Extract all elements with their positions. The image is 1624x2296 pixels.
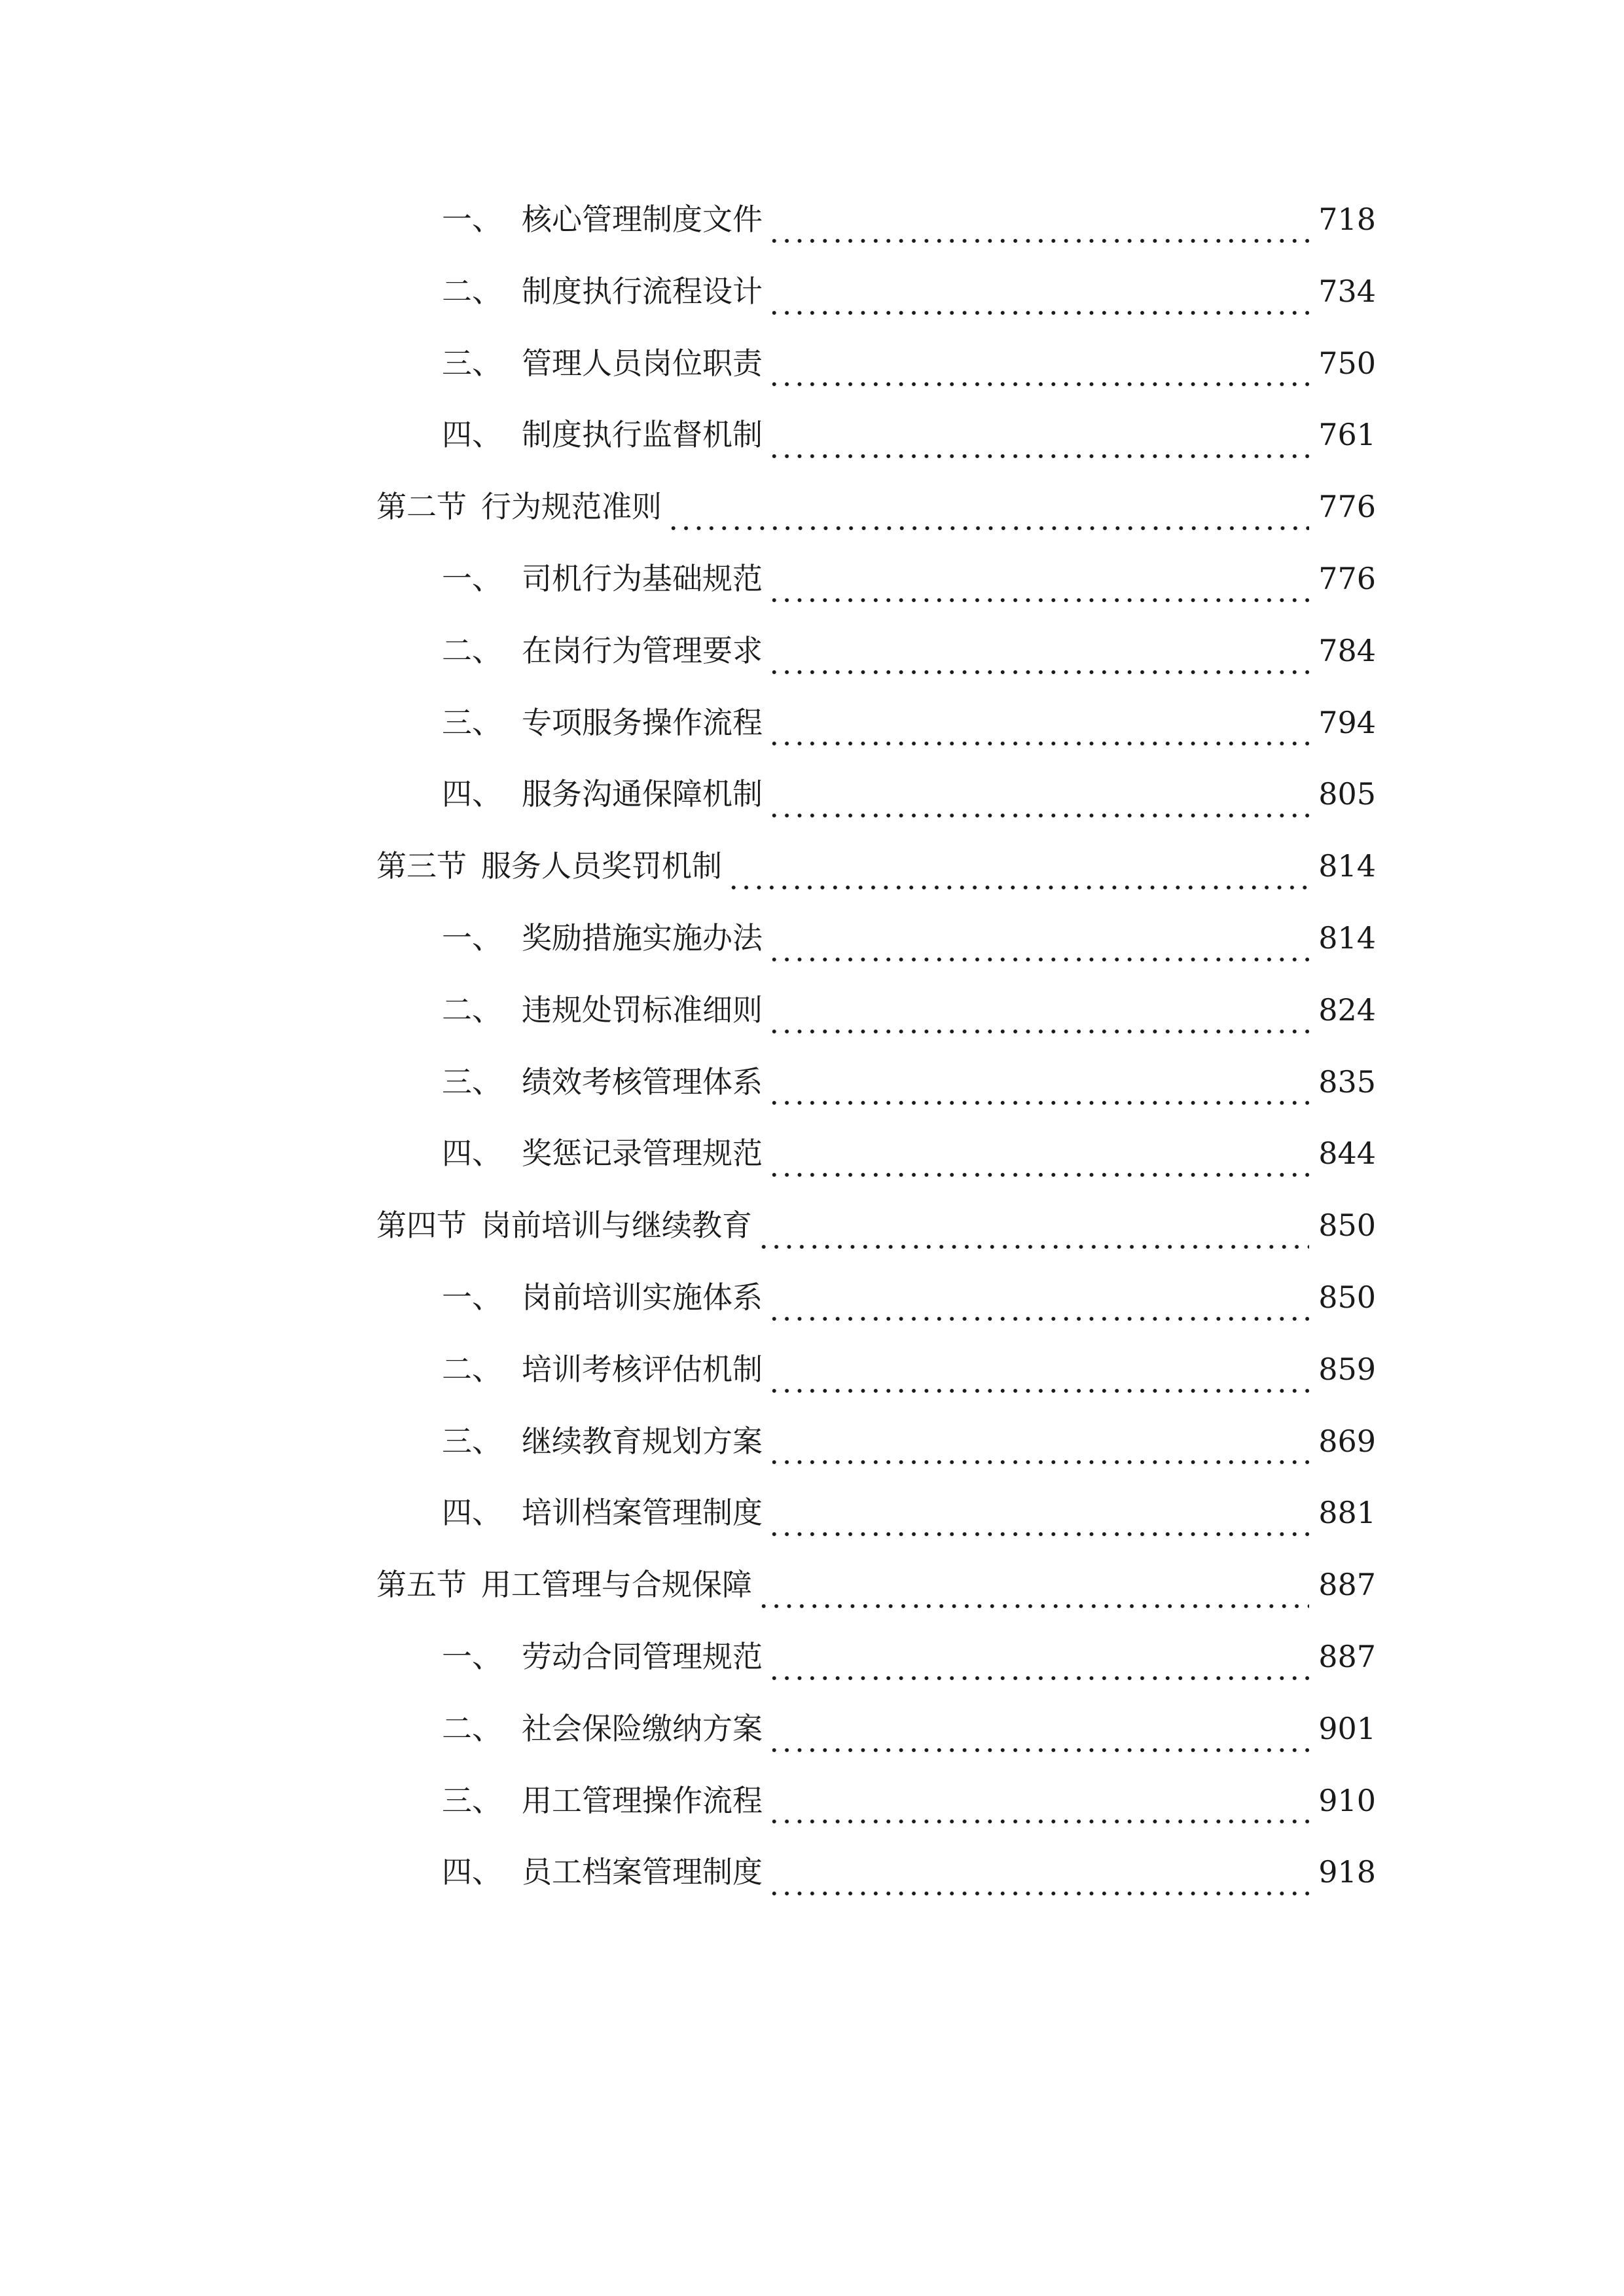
toc-page-number: 850 — [1318, 1279, 1376, 1315]
toc-entry-title: 培训考核评估机制 — [522, 1351, 763, 1387]
toc-dot-leader — [768, 1440, 1309, 1466]
toc-subsection-entry[interactable] — [376, 549, 1376, 621]
toc-page-number: 794 — [1318, 704, 1376, 740]
toc-entry-number: 四、 — [442, 1854, 502, 1890]
toc-dot-leader — [768, 721, 1309, 747]
toc-entry-title: 违规处罚标准细则 — [522, 992, 763, 1028]
toc-entry-title: 制度执行流程设计 — [522, 273, 763, 309]
toc-entry-title: 劳动合同管理规范 — [522, 1638, 763, 1674]
toc-entry-title: 司机行为基础规范 — [522, 560, 763, 596]
toc-entry-title: 用工管理与合规保障 — [481, 1567, 752, 1603]
toc-page-number: 824 — [1318, 992, 1376, 1028]
toc-entry-number: 一、 — [442, 920, 502, 956]
toc-dot-leader — [768, 578, 1309, 604]
toc-dot-leader — [768, 219, 1309, 245]
toc-page-number: 750 — [1318, 345, 1376, 381]
toc-entry-number: 三、 — [442, 345, 502, 381]
toc-dot-leader — [757, 1584, 1309, 1610]
toc-entry-title: 专项服务操作流程 — [522, 704, 763, 740]
toc-entry-number: 三、 — [442, 1064, 502, 1100]
toc-entry-title: 行为规范准则 — [481, 489, 662, 525]
toc-subsection-entry[interactable] — [376, 1268, 1376, 1340]
toc-dot-leader — [768, 1871, 1309, 1897]
toc-entry-number: 四、 — [442, 1136, 502, 1172]
toc-section-entry[interactable] — [376, 836, 1376, 908]
toc-entry-title: 服务沟通保障机制 — [522, 776, 763, 812]
toc-page-number: 859 — [1318, 1351, 1376, 1387]
toc-dot-leader — [768, 1656, 1309, 1682]
toc-subsection-entry[interactable] — [376, 190, 1376, 262]
toc-page-number: 776 — [1318, 489, 1376, 525]
toc-entry-number: 第五节 — [376, 1567, 467, 1603]
toc-entry-number: 一、 — [442, 202, 502, 237]
toc-page-number: 835 — [1318, 1064, 1376, 1100]
toc-page-number: 850 — [1318, 1208, 1376, 1244]
toc-entry-title: 培训档案管理制度 — [522, 1495, 763, 1531]
toc-dot-leader — [667, 506, 1309, 532]
toc-subsection-entry[interactable] — [376, 1699, 1376, 1771]
toc-entry-number: 四、 — [442, 1495, 502, 1531]
toc-dot-leader — [768, 937, 1309, 963]
toc-entry-title: 岗前培训实施体系 — [522, 1279, 763, 1315]
toc-page-number: 901 — [1318, 1710, 1376, 1746]
toc-section-entry[interactable] — [376, 1555, 1376, 1627]
toc-entry-title: 奖惩记录管理规范 — [522, 1136, 763, 1172]
toc-subsection-entry[interactable] — [376, 1627, 1376, 1699]
toc-subsection-entry[interactable] — [376, 764, 1376, 836]
toc-entry-title: 在岗行为管理要求 — [522, 632, 763, 668]
toc-dot-leader — [768, 362, 1309, 388]
toc-entry-number: 一、 — [442, 560, 502, 596]
toc-entry-number: 三、 — [442, 1423, 502, 1459]
toc-page-number: 887 — [1318, 1567, 1376, 1603]
toc-entry-title: 员工档案管理制度 — [522, 1854, 763, 1890]
toc-entry-title: 奖励措施实施办法 — [522, 920, 763, 956]
toc-dot-leader — [727, 865, 1309, 891]
toc-entry-number: 二、 — [442, 1351, 502, 1387]
toc-subsection-entry[interactable] — [376, 1771, 1376, 1843]
toc-entry-number: 第三节 — [376, 848, 467, 884]
toc-page-number: 761 — [1318, 417, 1376, 453]
toc-entry-number: 二、 — [442, 632, 502, 668]
toc-subsection-entry[interactable] — [376, 1340, 1376, 1412]
toc-subsection-entry[interactable] — [376, 334, 1376, 406]
toc-subsection-entry[interactable] — [376, 262, 1376, 334]
toc-dot-leader — [768, 1512, 1309, 1538]
toc-page-number: 869 — [1318, 1423, 1376, 1459]
toc-entry-title: 社会保险缴纳方案 — [522, 1710, 763, 1746]
toc-entry-title: 用工管理操作流程 — [522, 1782, 763, 1818]
toc-page-number: 734 — [1318, 273, 1376, 309]
toc-dot-leader — [768, 1728, 1309, 1754]
toc-entry-title: 绩效考核管理体系 — [522, 1064, 763, 1100]
toc-section-entry[interactable] — [376, 1196, 1376, 1268]
toc-entry-number: 四、 — [442, 417, 502, 453]
toc-dot-leader — [768, 1081, 1309, 1107]
toc-entry-title: 继续教育规划方案 — [522, 1423, 763, 1459]
toc-entry-number: 一、 — [442, 1638, 502, 1674]
toc-subsection-entry[interactable] — [376, 1483, 1376, 1555]
toc-page-number: 784 — [1318, 632, 1376, 668]
toc-dot-leader — [768, 1153, 1309, 1179]
toc-dot-leader — [768, 1799, 1309, 1825]
toc-dot-leader — [768, 1009, 1309, 1035]
toc-dot-leader — [768, 1297, 1309, 1323]
toc-dot-leader — [768, 1369, 1309, 1395]
toc-page-number: 805 — [1318, 776, 1376, 812]
table-of-contents — [376, 190, 1376, 1914]
toc-entry-title: 管理人员岗位职责 — [522, 345, 763, 381]
toc-subsection-entry[interactable] — [376, 1124, 1376, 1196]
toc-section-entry[interactable] — [376, 477, 1376, 549]
toc-page-number: 918 — [1318, 1854, 1376, 1890]
toc-subsection-entry[interactable] — [376, 1842, 1376, 1914]
toc-entry-number: 二、 — [442, 1710, 502, 1746]
toc-page-number: 776 — [1318, 560, 1376, 596]
toc-dot-leader — [768, 650, 1309, 676]
toc-subsection-entry[interactable] — [376, 908, 1376, 980]
toc-subsection-entry[interactable] — [376, 693, 1376, 765]
toc-page-number: 814 — [1318, 920, 1376, 956]
toc-entry-title: 岗前培训与继续教育 — [481, 1208, 752, 1244]
toc-entry-number: 四、 — [442, 776, 502, 812]
toc-dot-leader — [757, 1225, 1309, 1251]
toc-entry-number: 三、 — [442, 704, 502, 740]
toc-entry-title: 制度执行监督机制 — [522, 417, 763, 453]
toc-entry-number: 二、 — [442, 273, 502, 309]
toc-subsection-entry[interactable] — [376, 621, 1376, 693]
toc-page-number: 718 — [1318, 202, 1376, 237]
toc-page-number: 887 — [1318, 1638, 1376, 1674]
toc-entry-title: 服务人员奖罚机制 — [481, 848, 722, 884]
toc-entry-number: 第二节 — [376, 489, 467, 525]
toc-entry-title: 核心管理制度文件 — [522, 202, 763, 237]
toc-subsection-entry[interactable] — [376, 980, 1376, 1052]
toc-dot-leader — [768, 291, 1309, 317]
toc-entry-number: 二、 — [442, 992, 502, 1028]
toc-dot-leader — [768, 793, 1309, 819]
toc-dot-leader — [768, 434, 1309, 460]
toc-page-number: 814 — [1318, 848, 1376, 884]
toc-page-number: 910 — [1318, 1782, 1376, 1818]
toc-page-number: 844 — [1318, 1136, 1376, 1172]
toc-entry-number: 第四节 — [376, 1208, 467, 1244]
toc-subsection-entry[interactable] — [376, 1412, 1376, 1484]
toc-subsection-entry[interactable] — [376, 405, 1376, 477]
toc-entry-number: 三、 — [442, 1782, 502, 1818]
toc-entry-number: 一、 — [442, 1279, 502, 1315]
toc-subsection-entry[interactable] — [376, 1052, 1376, 1124]
toc-page-number: 881 — [1318, 1495, 1376, 1531]
